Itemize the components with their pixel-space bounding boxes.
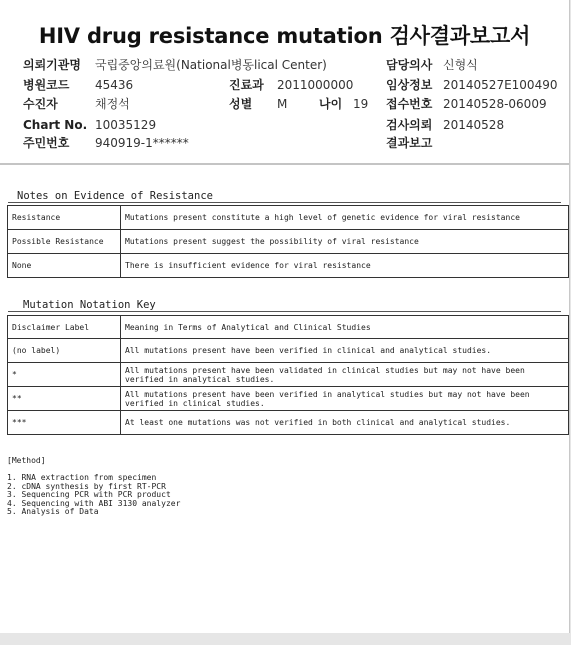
table-row bbox=[8, 411, 569, 435]
header-divider bbox=[0, 163, 569, 165]
evidence-label: Resistance bbox=[8, 206, 121, 230]
patient-value: 채정석 bbox=[95, 97, 130, 111]
receipt-no-value: 20140528-06009 bbox=[443, 97, 547, 111]
notation-text: All mutations present have been validated in clinical studies but may not have been verified in analytical studies. bbox=[121, 363, 569, 387]
resident-no-value: 940919-1****** bbox=[95, 136, 189, 150]
table-row bbox=[8, 254, 569, 278]
notation-header-label: Disclaimer Label bbox=[8, 316, 121, 339]
table-row bbox=[8, 230, 569, 254]
evidence-label: None bbox=[8, 254, 121, 278]
sex-value: M bbox=[277, 97, 288, 111]
table-row bbox=[8, 206, 569, 230]
evidence-text: Mutations present constitute a high level of genetic evidence for viral resistance bbox=[121, 206, 569, 230]
test-request-label: 검사의뢰 bbox=[386, 118, 433, 132]
evidence-text: Mutations present suggest the possibility of viral resistance bbox=[121, 230, 569, 254]
requesting-institution-label: 의뢰기관명 bbox=[23, 58, 81, 72]
sex-label: 성별 bbox=[229, 97, 253, 111]
method-step: 5. Analysis of Data bbox=[7, 507, 99, 516]
table-row bbox=[8, 387, 569, 411]
method-step: 4. Sequencing with ABI 3130 analyzer bbox=[7, 498, 181, 508]
notes-section-title: Notes on Evidence of Resistance bbox=[17, 190, 213, 202]
notation-text: All mutations present have been verified in analytical studies but may not have been verified in clinical studies. bbox=[121, 387, 569, 411]
report-title: HIV drug resistance mutation 검사결과보고서 bbox=[38, 24, 531, 48]
doctor-value: 신형식 bbox=[443, 58, 478, 72]
chart-no-label: Chart No. bbox=[23, 118, 88, 132]
notation-header-text: Meaning in Terms of Analytical and Clinical Studies bbox=[121, 316, 569, 339]
evidence-text: There is insufficient evidence for viral resistance bbox=[121, 254, 569, 278]
notation-label: * bbox=[8, 363, 121, 387]
notation-section-rule bbox=[8, 311, 561, 312]
clinical-info-value: 20140527E100490 bbox=[443, 78, 558, 92]
notation-section-title: Mutation Notation Key bbox=[23, 299, 156, 311]
notation-label: *** bbox=[8, 411, 121, 435]
notation-label: ** bbox=[8, 387, 121, 411]
patient-label: 수진자 bbox=[23, 97, 58, 111]
doctor-label: 담당의사 bbox=[386, 58, 433, 72]
clinical-info-label: 임상정보 bbox=[386, 78, 433, 92]
requesting-institution-value: 국립중앙의료원(National병동lical Center) bbox=[95, 58, 327, 72]
department-value: 2011000000 bbox=[277, 78, 354, 92]
resident-no-label: 주민번호 bbox=[23, 136, 70, 150]
test-request-value: 20140528 bbox=[443, 118, 505, 132]
method-step: 2. cDNA synthesis by first RT-PCR bbox=[7, 481, 166, 491]
notation-text: All mutations present have been verified in clinical and analytical studies. bbox=[121, 339, 569, 363]
table-header-row bbox=[8, 316, 569, 339]
hospital-code-label: 병원코드 bbox=[23, 78, 70, 92]
chart-no-value: 10035129 bbox=[95, 118, 157, 132]
method-step: 1. RNA extraction from specimen bbox=[7, 473, 157, 482]
department-label: 진료과 bbox=[229, 78, 264, 92]
evidence-label: Possible Resistance bbox=[8, 230, 121, 254]
evidence-table bbox=[7, 205, 569, 278]
method-heading: [Method] bbox=[7, 456, 46, 465]
receipt-no-label: 접수번호 bbox=[386, 97, 433, 111]
notes-section-rule bbox=[8, 202, 561, 203]
notation-table bbox=[7, 315, 569, 435]
notation-label: (no label) bbox=[8, 339, 121, 363]
method-step: 3. Sequencing PCR with PCR product bbox=[7, 490, 171, 499]
hospital-code-value: 45436 bbox=[95, 78, 134, 92]
age-label: 나이 bbox=[319, 97, 343, 111]
age-value: 19 bbox=[353, 97, 369, 111]
notation-text: At least one mutations was not verified in both clinical and analytical studies. bbox=[121, 411, 569, 435]
table-row bbox=[8, 363, 569, 387]
result-report-label: 결과보고 bbox=[386, 136, 433, 150]
table-row bbox=[8, 339, 569, 363]
